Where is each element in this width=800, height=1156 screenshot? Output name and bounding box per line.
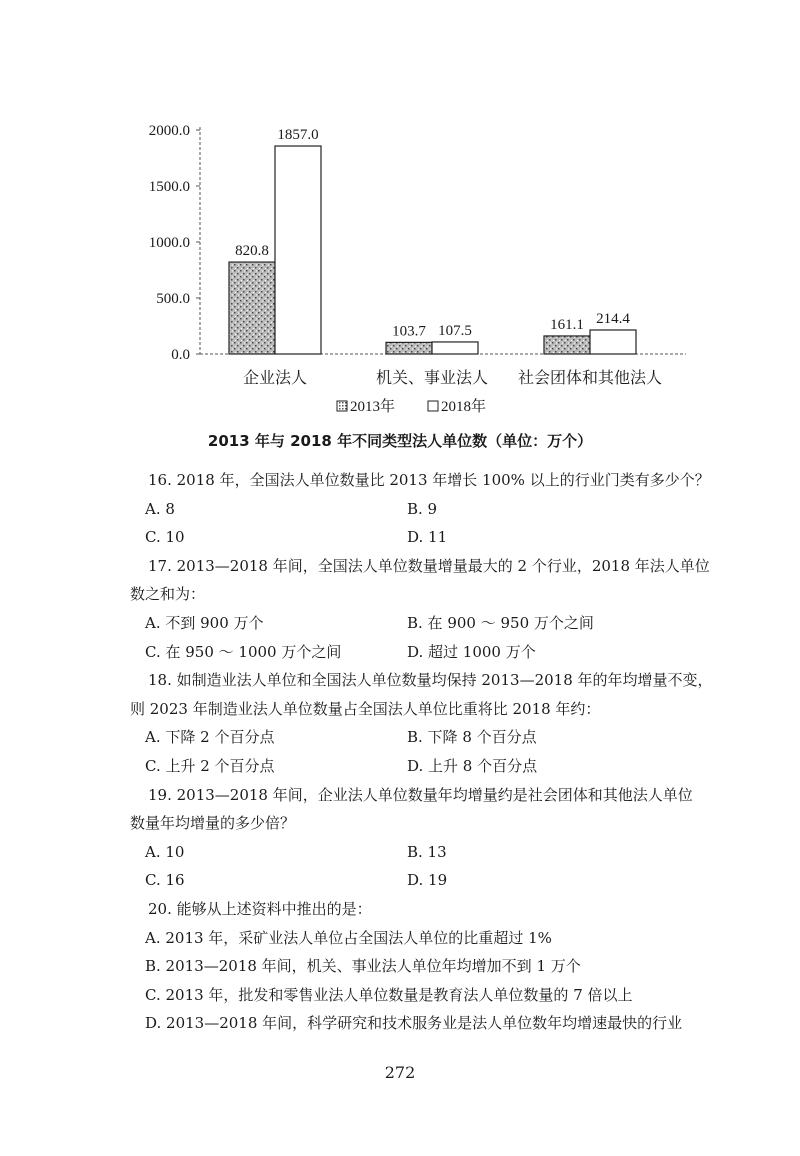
legend-label: 2018年 bbox=[441, 399, 487, 415]
y-tick-label: 1000.0 bbox=[148, 235, 190, 251]
question-18-text: 18. 如制造业法人单位和全国法人单位数量均保持 2013—2018 年的年均增量不变， bbox=[148, 671, 713, 689]
option-item: D. 11 bbox=[407, 528, 448, 546]
page-number: 272 bbox=[384, 1063, 416, 1082]
bar-value-label: 107.5 bbox=[438, 322, 472, 339]
legend-swatch bbox=[337, 401, 347, 411]
question-18-text: 则 2023 年制造业法人单位数量占全国法人单位比重将比 2018 年约： bbox=[130, 700, 601, 718]
option-item: D. 上升 8 个百分点 bbox=[407, 757, 538, 775]
bar-2018年-社会团体和其他法人 bbox=[590, 330, 636, 354]
option-item: A. 下降 2 个百分点 bbox=[145, 728, 275, 746]
y-axis-ticks bbox=[149, 123, 200, 363]
bar-2013年-机关、事业法人 bbox=[386, 342, 432, 354]
bar-value-label: 103.7 bbox=[392, 323, 426, 340]
x-category-label: 企业法人 bbox=[242, 370, 308, 387]
question-20-text: 20. 能够从上述资料中推出的是： bbox=[148, 900, 372, 918]
option-item: C. 2013 年，批发和零售业法人单位数量是教育法人单位数量的 7 倍以上 bbox=[145, 986, 633, 1004]
y-tick-label: 500.0 bbox=[156, 291, 190, 307]
bar-value-label: 214.4 bbox=[596, 310, 630, 327]
option-item: C. 上升 2 个百分点 bbox=[145, 757, 275, 775]
y-tick-label: 1500.0 bbox=[148, 179, 190, 195]
legend-swatch bbox=[428, 401, 438, 411]
option-item: A. 10 bbox=[145, 843, 185, 861]
option-item: A. 不到 900 万个 bbox=[145, 614, 264, 632]
bar-value-label: 820.8 bbox=[235, 243, 269, 260]
question-19-text: 19. 2013—2018 年间，企业法人单位数量年均增量约是社会团体和其他法人单位 bbox=[148, 786, 693, 804]
option-item: B. 下降 8 个百分点 bbox=[407, 728, 537, 746]
x-category-label: 社会团体和其他法人 bbox=[517, 370, 663, 387]
option-item: C. 在 950 ～ 1000 万个之间 bbox=[145, 643, 342, 661]
bar-value-label: 1857.0 bbox=[277, 127, 319, 144]
question-17-text: 数之和为： bbox=[130, 585, 206, 603]
option-item: D. 2013—2018 年间，科学研究和技术服务业是法人单位数年均增速最快的行业 bbox=[145, 1014, 683, 1032]
legend-label: 2013年 bbox=[350, 399, 396, 415]
question-19-text: 数量年均增量的多少倍？ bbox=[130, 814, 296, 832]
y-tick-label: 2000.0 bbox=[148, 123, 190, 139]
option-item: C. 16 bbox=[145, 871, 185, 889]
bar-2013年-企业法人 bbox=[229, 262, 275, 354]
option-item: D. 19 bbox=[407, 871, 448, 889]
y-tick-label: 0.0 bbox=[171, 347, 190, 363]
chart-title: 2013 年与 2018 年不同类型法人单位数（单位：万个） bbox=[207, 432, 593, 450]
option-item: B. 2013—2018 年间，机关、事业法人单位年均增加不到 1 万个 bbox=[145, 957, 581, 975]
chart-legend bbox=[337, 397, 486, 415]
x-category-label: 机关、事业法人 bbox=[375, 370, 489, 387]
bar-chart bbox=[0, 0, 800, 430]
x-axis-category-labels bbox=[243, 369, 662, 387]
bar-value-label: 161.1 bbox=[550, 316, 584, 333]
option-item: B. 9 bbox=[407, 500, 438, 518]
question-17-text: 17. 2013—2018 年间，全国法人单位数量增量最大的 2 个行业，2018 年法人单位 bbox=[148, 557, 710, 575]
option-item: D. 超过 1000 万个 bbox=[407, 643, 536, 661]
option-item: C. 10 bbox=[145, 528, 185, 546]
question-16-text: 16. 2018 年，全国法人单位数量比 2013 年增长 100% 以上的行业门类有多少个？ bbox=[148, 471, 710, 489]
option-item: B. 在 900 ～ 950 万个之间 bbox=[407, 614, 594, 632]
option-item: A. 2013 年，采矿业法人单位占全国法人单位的比重超过 1% bbox=[145, 929, 552, 947]
bar-2013年-社会团体和其他法人 bbox=[544, 336, 590, 354]
option-item: A. 8 bbox=[145, 500, 175, 518]
option-item: B. 13 bbox=[407, 843, 447, 861]
bar-2018年-企业法人 bbox=[275, 146, 321, 354]
bar-2018年-机关、事业法人 bbox=[432, 342, 478, 354]
